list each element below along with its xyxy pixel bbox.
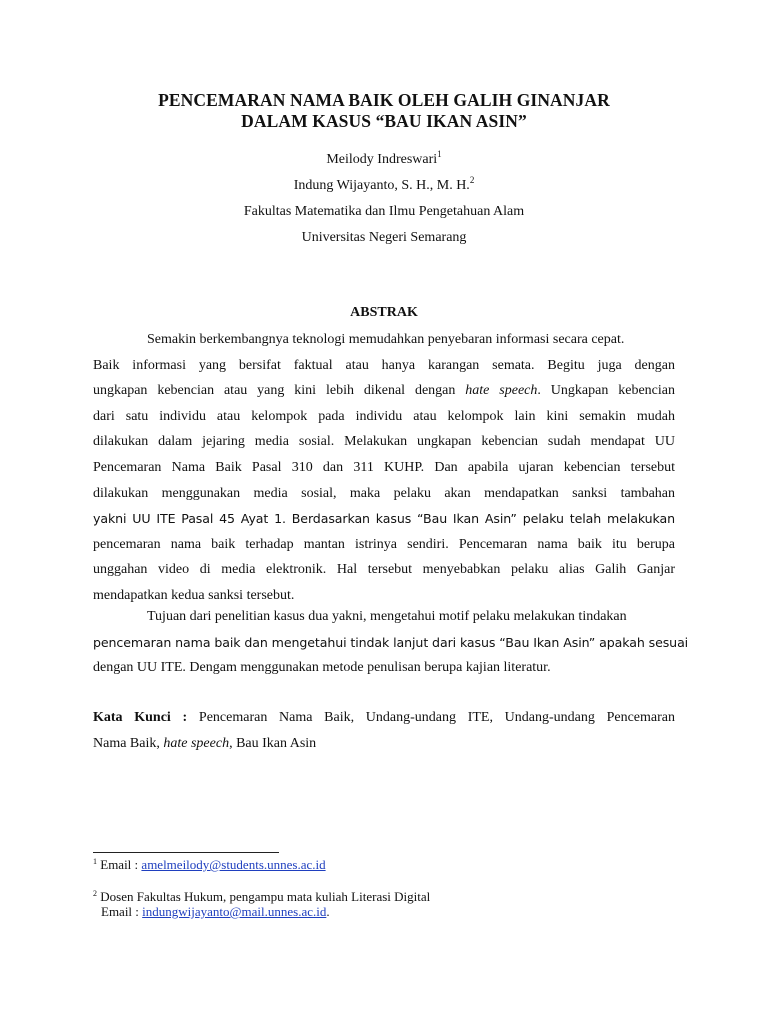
text-run: . Ungkapan kebencian <box>537 383 675 399</box>
author-2 <box>0 175 768 194</box>
paragraph-line: mendapatkan kedua sanksi tersebut. <box>93 587 295 603</box>
author-1 <box>0 149 768 168</box>
paragraph-line: dilakukan dalam jejaring media sosial. Melakukan ungkapan kebencian sudah mendapat UU <box>93 434 675 450</box>
footnote-1-prefix: Email : <box>97 857 142 872</box>
paper-title-line-2: DALAM KASUS “BAU IKAN ASIN” <box>241 111 527 131</box>
author-1-footnote-mark[interactable]: 1 <box>437 149 442 159</box>
keywords-text: , Bau Ikan Asin <box>229 735 317 751</box>
paragraph-line: unggahan video di media elektronik. Hal tersebut menyebabkan pelaku alias Galih Ganjar <box>93 562 675 578</box>
footnote-2-text: Dosen Fakultas Hukum, pengampu mata kuliah Literasi Digital <box>97 889 431 904</box>
paragraph-line: yakni UU ITE Pasal 45 Ayat 1. Berdasarkan kasus “Bau Ikan Asin” pelaku telah melakukan <box>93 511 675 527</box>
keywords-text: Pencemaran Nama Baik, Undang-undang ITE, Undang-undang Pencemaran <box>187 710 675 725</box>
paragraph-line: Semakin berkembangnya teknologi memudahkan penyebaran informasi secara cepat. <box>147 332 625 347</box>
paragraph-line: Pencemaran Nama Baik Pasal 310 dan 311 KUHP. Dan apabila ujaran kebencian tersebut <box>93 459 675 475</box>
footnote-2-line-2 <box>93 904 430 919</box>
footnote-2-line-1 <box>93 889 430 904</box>
paragraph-line: dari satu individu atau kelompok pada individu atau kelompok lain kini semakin mudah <box>93 408 675 424</box>
keywords <box>93 705 675 756</box>
paragraph-line: Tujuan dari penelitian kasus dua yakni, mengetahui motif pelaku melakukan tindakan <box>147 609 627 624</box>
keywords-line <box>93 731 675 757</box>
abstract-heading: ABSTRAK <box>350 305 418 320</box>
author-2-name: Indung Wijayanto, S. H., M. H. <box>293 178 470 193</box>
author-2-footnote-mark[interactable]: 2 <box>469 175 475 185</box>
keywords-label: Kata Kunci : <box>93 710 188 725</box>
footnote-1-email-link[interactable]: amelmeilody@students.unnes.ac.id <box>141 857 326 872</box>
abstract-paragraph-2 <box>93 604 689 681</box>
paragraph-line: Baik informasi yang bersifat faktual atau hanya karangan semata. Begitu juga dengan <box>93 357 675 373</box>
paragraph-line: dengan UU ITE. Dengam menggunakan metode penulisan berupa kajian literatur. <box>93 660 551 676</box>
footnote-separator <box>93 852 279 853</box>
footnote-1-mark: 1 <box>93 857 97 866</box>
abstract-paragraph-1 <box>93 327 675 609</box>
paper-title-line-1: PENCEMARAN NAMA BAIK OLEH GALIH GINANJAR <box>158 90 610 110</box>
paragraph-line: dilakukan menggunakan media sosial, maka pelaku akan mendapatkan sanksi tambahan <box>93 485 675 501</box>
paragraph-line: pencemaran nama baik dan mengetahui tindak lanjut dari kasus “Bau Ikan Asin” apakah sesuai <box>93 634 689 650</box>
keywords-text: Nama Baik, <box>93 735 164 751</box>
footnote-2-prefix: Email : <box>101 904 143 919</box>
footnote-2-email-link[interactable]: indungwijayanto@mail.unnes.ac.id <box>142 904 327 919</box>
footnote-2 <box>93 889 430 919</box>
italic-term: hate speech <box>465 383 538 399</box>
text-run: ungkapan kebencian atau yang kini lebih dikenal dengan <box>93 383 466 399</box>
university: Universitas Negeri Semarang <box>301 230 467 245</box>
footnote-1 <box>93 857 326 872</box>
footnote-2-mark: 2 <box>93 889 97 898</box>
paragraph-line <box>93 378 675 404</box>
author-1-name: Meilody Indreswari <box>326 152 438 167</box>
italic-term: hate speech <box>163 735 230 751</box>
keywords-line <box>93 705 675 731</box>
faculty: Fakultas Matematika dan Ilmu Pengetahuan Alam <box>243 204 525 219</box>
footnote-2-suffix: . <box>326 904 330 919</box>
paragraph-line: pencemaran nama baik terhadap mantan istrinya sendiri. Pencemaran nama baik itu berupa <box>93 536 675 552</box>
